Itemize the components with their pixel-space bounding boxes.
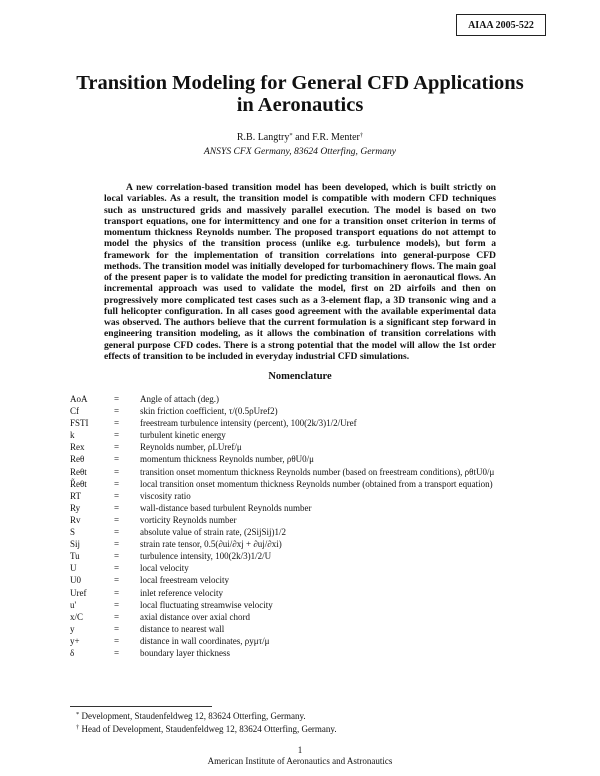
paper-id-box: AIAA 2005-522 [456,14,546,36]
nomenclature-row [70,478,570,490]
nomenclature-equals: = [114,623,120,634]
nomenclature-row [70,405,570,417]
nomenclature-equals: = [114,575,120,586]
nomenclature-definition: transition onset momentum thickness Reynolds number (based on freestream conditions), ρθtU0/μ [140,466,495,477]
nomenclature-equals: = [114,490,120,501]
authors-and: and [295,132,310,143]
nomenclature-definition: skin friction coefficient, τ/(0.5ρUref2) [140,406,278,417]
nomenclature-symbol: Reθt [70,466,87,477]
abstract [104,182,496,362]
nomenclature-row [70,550,570,562]
nomenclature-equals: = [114,418,120,429]
footnotes [70,710,530,736]
nomenclature-symbol: R̃eθt [70,478,87,489]
nomenclature-equals: = [114,527,120,538]
nomenclature-symbol: U0 [70,575,81,586]
nomenclature-row [70,502,570,514]
nomenclature-symbol: u' [70,599,77,610]
nomenclature-equals: = [114,394,120,404]
nomenclature-row [70,429,570,441]
nomenclature-row [70,441,570,453]
nomenclature-definition: local transition onset momentum thickness Reynolds number (obtained from a transport equation) [140,478,493,489]
nomenclature-row [70,587,570,599]
nomenclature-equals: = [114,587,120,598]
nomenclature-definition: local fluctuating streamwise velocity [140,599,273,610]
nomenclature-row [70,538,570,550]
nomenclature-symbol: Sij [70,539,81,550]
nomenclature-definition: wall-distance based turbulent Reynolds number [140,502,312,513]
nomenclature-equals: = [114,551,120,562]
nomenclature-definition: Angle of attach (deg.) [140,394,219,404]
nomenclature-row [70,574,570,586]
nomenclature-definition: inlet reference velocity [140,587,223,598]
footnote-1-text: Development, Staudenfeldweg 12, 83624 Otterfing, Germany. [81,711,306,721]
nomenclature-equals: = [114,647,120,658]
nomenclature-definition: axial distance over axial chord [140,611,250,622]
nomenclature-symbol: U [70,563,77,574]
nomenclature-definition: Reynolds number, ρLUref/μ [140,442,242,453]
paper-title: Transition Modeling for General CFD Applications in Aeronautics [76,72,524,116]
nomenclature-definition: freestream turbulence intensity (percent), 100(2k/3)1/2/Uref [140,418,357,429]
nomenclature-definition: turbulence intensity, 100(2k/3)1/2/U [140,551,272,562]
nomenclature-list [70,393,570,659]
footnote-2-mark: † [76,724,80,731]
nomenclature-equals: = [114,442,120,453]
nomenclature-equals: = [114,635,120,646]
nomenclature-equals: = [114,514,120,525]
nomenclature-symbol: Ry [70,502,81,513]
nomenclature-symbol: Reθ [70,454,85,465]
nomenclature-heading: Nomenclature [268,371,332,382]
nomenclature-row [70,623,570,635]
nomenclature-symbol: Tu [70,551,80,562]
nomenclature-equals: = [114,430,120,441]
nomenclature-row [70,466,570,478]
nomenclature-symbol: Uref [70,587,87,598]
footnote-rule [70,706,212,707]
nomenclature-equals: = [114,599,120,610]
nomenclature-symbol: x/C [70,611,84,622]
nomenclature-equals: = [114,563,120,574]
nomenclature-definition: local freestream velocity [140,575,229,586]
nomenclature-definition: local velocity [140,563,189,574]
page-number: 1 [297,745,303,755]
nomenclature-row [70,647,570,659]
nomenclature-definition: strain rate tensor, 0.5(∂ui/∂xj + ∂uj/∂xi) [140,539,282,550]
nomenclature-equals: = [114,539,120,550]
nomenclature-equals: = [114,454,120,465]
footnote-2 [70,723,530,736]
nomenclature-row [70,490,570,502]
nomenclature-equals: = [114,478,120,489]
nomenclature-row [70,635,570,647]
nomenclature-equals: = [114,502,120,513]
nomenclature-definition: momentum thickness Reynolds number, ρθU0/μ [140,454,315,465]
nomenclature-equals: = [114,406,120,417]
nomenclature-row [70,453,570,465]
nomenclature-symbol: AoA [70,394,88,404]
abstract-text: A new correlation-based transition model has been developed, which is built strictly on local variables. As a result, the transition model is compatible with modern CFD techniques such as unstructured grids and massively parallel execution. The model is based on two transport equations, one for intermittency and one for a transition onset criterion in terms of momentum thickness Reynolds number. The proposed transport equations do not attempt to model the physics of the transition process (unlike e.g. turbulence models), but form a framework for the implementation of transition correlations into general-purpose CFD methods. The transition model was initially developed for turbomachinery flows. The main goal of the present paper is to validate the model for predicting transition in aeronautical flows. An incremental approach was used to validate the model, first on 2D airfoils and then on progressively more complicated test cases such as a 3-element flap, a 3D transonic wing and a full helicopter configuration. In all cases good agreement with the available experimental data was observed. The authors believe that the current formulation is a significant step forward in engineering transition modeling, as it allows the combination of transition correlations with general purpose CFD codes. There is a strong potential that the model will allow the 1st order effects of transition to be included in everyday industrial CFD simulations. [104,182,496,362]
nomenclature-definition: distance in wall coordinates, ρyμτ/μ [140,635,270,646]
authors-line [100,132,500,144]
nomenclature-row [70,599,570,611]
footnote-2-text: Head of Development, Staudenfeldweg 12, 83624 Otterfing, Germany. [81,724,337,734]
nomenclature-row [70,417,570,429]
nomenclature-symbol: y+ [70,635,80,646]
nomenclature-symbol: RT [70,490,81,501]
nomenclature-definition: boundary layer thickness [140,647,230,658]
nomenclature-symbol: y [70,623,75,634]
page-footer: American Institute of Aeronautics and Astronautics [207,756,393,766]
author-2-mark: † [359,132,364,139]
nomenclature-symbol: Rex [70,442,85,453]
footnote-1 [70,710,530,723]
nomenclature-equals: = [114,466,120,477]
nomenclature-symbol: k [70,430,75,441]
nomenclature-definition: vorticity Reynolds number [140,514,237,525]
nomenclature-symbol: S [70,527,76,538]
nomenclature-row [70,611,570,623]
nomenclature-definition: turbulent kinetic energy [140,430,226,441]
author-2: F.R. Menter [312,132,360,143]
nomenclature-symbol: FSTI [70,418,89,429]
nomenclature-symbol: δ [70,647,75,658]
author-1-mark: * [289,132,293,139]
nomenclature-row [70,514,570,526]
nomenclature-definition: viscosity ratio [140,490,191,501]
nomenclature-row [70,562,570,574]
footnote-1-mark: * [76,711,80,718]
author-1: R.B. Langtry [236,132,290,143]
nomenclature-symbol: Cf [70,406,79,417]
nomenclature-row [70,526,570,538]
nomenclature-definition: distance to nearest wall [140,623,225,634]
nomenclature-symbol: Rv [70,514,81,525]
nomenclature-definition: absolute value of strain rate, (2SijSij)1/2 [140,527,286,538]
nomenclature-row [70,393,570,405]
nomenclature-equals: = [114,611,120,622]
affiliation: ANSYS CFX Germany, 83624 Otterfing, Germany [203,146,397,157]
